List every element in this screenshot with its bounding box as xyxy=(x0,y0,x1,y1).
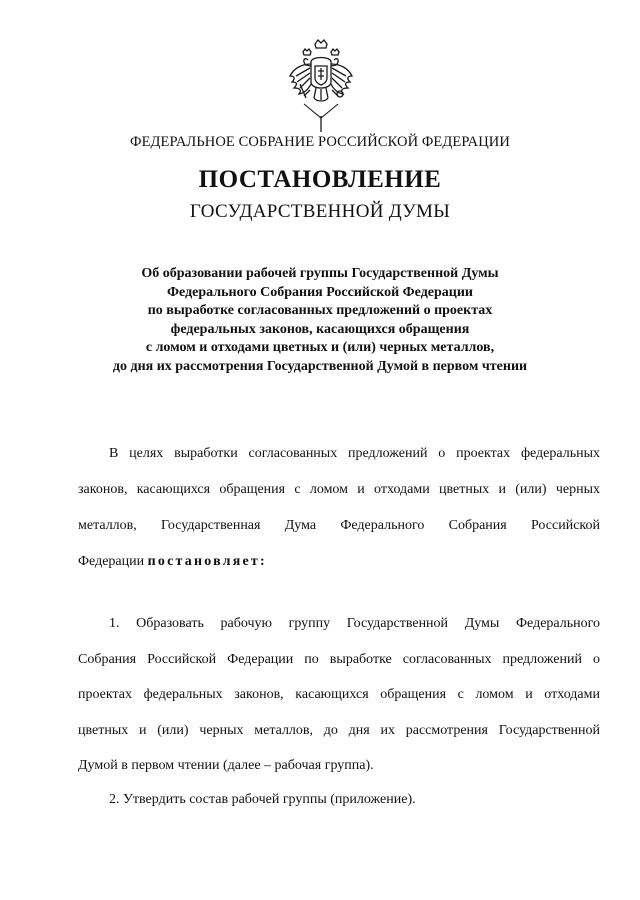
title-line: до дня их рассмотрения Государственной Думой в первом чтении xyxy=(112,358,528,374)
item-1-line: Думой в первом чтении (далее – рабочая группа). xyxy=(78,758,374,773)
preamble-line: законов, касающихся обращения с ломом и отходами цветных и (или) черных xyxy=(78,482,600,497)
item-1-line: 1. Образовать рабочую группу Государственной Думы Федерального xyxy=(109,616,600,631)
title-line: по выработке согласованных предложений о проектах xyxy=(147,303,493,318)
preamble-line: металлов, Государственная Дума Федерального Собрания Российской xyxy=(78,518,600,533)
title-line: Об образовании рабочей группы Государственной Думы xyxy=(141,266,499,281)
preamble-last-line-prefix: Федерации xyxy=(78,554,145,569)
item-1-line: цветных и (или) черных металлов, до дня их рассмотрения Государственной xyxy=(78,722,600,738)
coat-of-arms-emblem xyxy=(284,38,358,134)
resolves-word: постановляет: xyxy=(147,554,267,569)
preamble-last-line xyxy=(78,544,600,580)
organization-name: ФЕДЕРАЛЬНОЕ СОБРАНИЕ РОССИЙСКОЙ ФЕДЕРАЦИИ xyxy=(130,134,510,150)
preamble-paragraph xyxy=(78,436,600,580)
item-1-paragraph xyxy=(78,606,600,784)
title-line: Федерального Собрания Российской Федерации xyxy=(167,284,473,300)
item-1-line: проектах федеральных законов, касающихся обращения с ломом и отходами xyxy=(78,687,600,702)
item-2-paragraph xyxy=(78,786,600,814)
document-title xyxy=(60,265,580,376)
coat-of-arms-icon xyxy=(284,38,358,134)
title-line: с ломом и отходами цветных и (или) черных металлов, xyxy=(145,340,495,355)
document-subtype: ГОСУДАРСТВЕННОЙ ДУМЫ xyxy=(189,201,451,222)
title-line: федеральных законов, касающихся обращения xyxy=(170,321,470,337)
item-1-line: Собрания Российской Федерации по выработке согласованных предложений о xyxy=(78,651,600,667)
item-2-line: 2. Утвердить состав рабочей группы (приложение). xyxy=(109,792,416,807)
document-type: ПОСТАНОВЛЕНИЕ xyxy=(198,166,442,193)
preamble-line: В целях выработки согласованных предложений о проектах федеральных xyxy=(109,446,600,461)
